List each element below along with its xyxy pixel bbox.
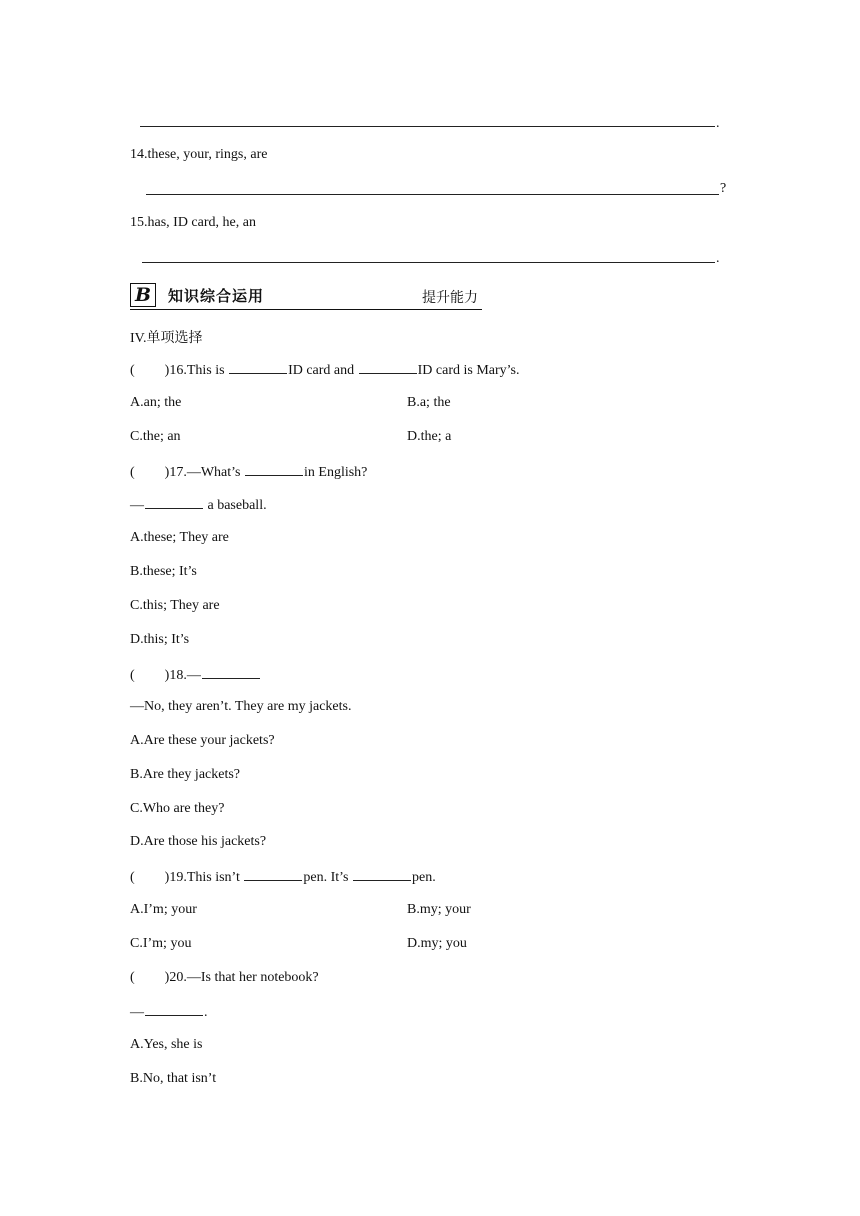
question-14: 14.these, your, rings, are — [130, 147, 268, 162]
option-17-d: D.this; It’s — [130, 632, 190, 647]
blank-19-2[interactable] — [353, 868, 411, 881]
answer-line-15-end: . — [716, 251, 720, 266]
question-18: ( )18.— — [130, 666, 261, 684]
question-16: ( )16.This is ID card and ID card is Mary’s. — [130, 363, 520, 378]
option-17-c: C.this; They are — [130, 598, 220, 613]
option-16-d: D.the; a — [407, 429, 452, 444]
section-banner-level: 提升能力 — [422, 290, 478, 306]
blank-19-1[interactable] — [244, 868, 302, 881]
option-19-a: A.I’m; your — [130, 902, 197, 917]
blank-17-1[interactable] — [245, 463, 303, 476]
answer-line-14[interactable] — [146, 194, 719, 195]
option-16-b: B.a; the — [407, 395, 451, 410]
option-18-a: A.Are these your jackets? — [130, 733, 275, 748]
blank-20[interactable] — [145, 1003, 203, 1016]
section-badge-icon: B — [130, 283, 156, 307]
section-banner-rule — [130, 309, 482, 310]
option-17-b: B.these; It’s — [130, 564, 197, 579]
answer-line-14-end: ? — [720, 181, 727, 196]
option-19-d: D.my; you — [407, 936, 467, 951]
question-15: 15.has, ID card, he, an — [130, 215, 256, 230]
blank-18[interactable] — [202, 666, 260, 679]
section-banner — [130, 281, 482, 309]
option-18-d: D.Are those his jackets? — [130, 834, 267, 849]
option-16-a: A.an; the — [130, 395, 182, 410]
question-18-reply: —No, they aren’t. They are my jackets. — [130, 699, 352, 714]
blank-16-1[interactable] — [229, 361, 287, 374]
option-17-a: A.these; They are — [130, 530, 229, 545]
blank-16-2[interactable] — [359, 361, 417, 374]
option-18-b: B.Are they jackets? — [130, 767, 241, 782]
blank-17-2[interactable] — [145, 496, 203, 509]
answer-line-15[interactable] — [142, 262, 715, 263]
option-18-c: C.Who are they? — [130, 801, 225, 816]
question-17-answer: — a baseball. — [130, 498, 267, 513]
option-19-c: C.I’m; you — [130, 936, 192, 951]
question-19: ( )19.This isn’t pen. It’s pen. — [130, 870, 436, 885]
question-20-answer: — . — [130, 1005, 208, 1020]
option-16-c: C.the; an — [130, 429, 181, 444]
question-17: ( )17.—What’s in English? — [130, 465, 368, 480]
option-19-b: B.my; your — [407, 902, 471, 917]
option-20-b: B.No, that isn’t — [130, 1071, 217, 1086]
section-title: IV.单项选择 — [130, 331, 203, 346]
section-banner-title: 知识综合运用 — [168, 287, 265, 305]
option-20-a: A.Yes, she is — [130, 1037, 203, 1052]
question-20: ( )20.—Is that her notebook? — [130, 970, 319, 985]
answer-line-13[interactable] — [140, 126, 715, 127]
answer-line-13-end: . — [716, 116, 720, 131]
